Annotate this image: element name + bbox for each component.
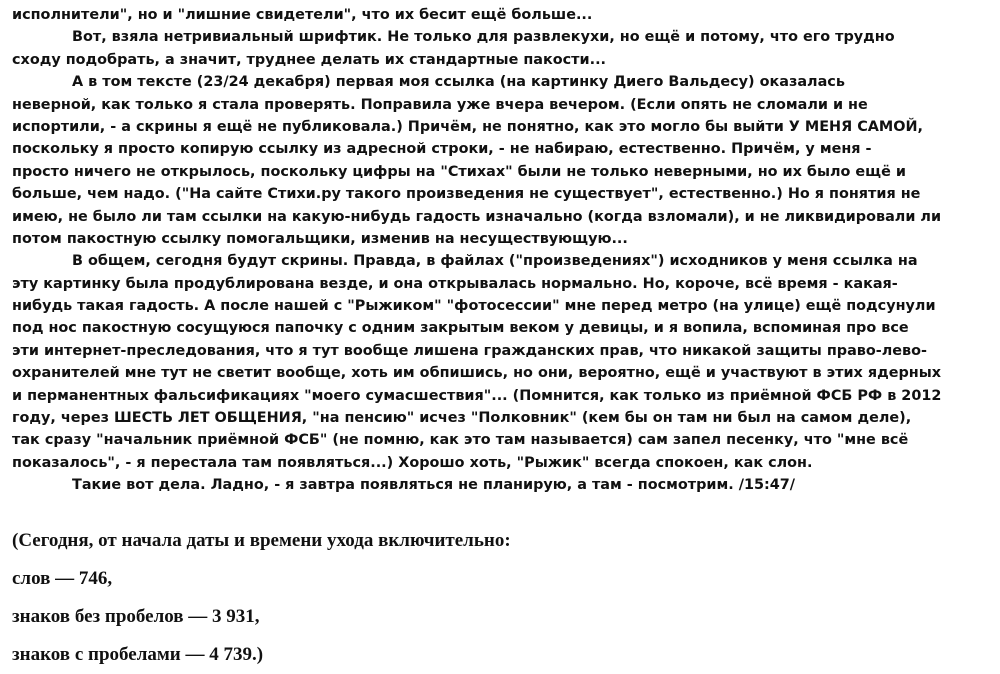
text-line: А в том тексте (23/24 декабря) первая моя ссылка (на картинку Диего Вальдесу) оказалась (72, 74, 845, 91)
stats-intro: (Сегодня, от начала даты и времени ухода включительно: (12, 530, 511, 551)
text-line: году, через ШЕСТЬ ЛЕТ ОБЩЕНИЯ, "на пенсию" исчез "Полковник" (кем бы он там ни был на самом деле), (12, 410, 912, 427)
text-line: Такие вот дела. Ладно, - я завтра появляться не планирую, а там - посмотрим. /15:47/ (72, 477, 796, 494)
text-line: и перманентных фальсификациях "моего сумасшествия"... (Помнится, как только из приёмной ФСБ РФ в 2012 (12, 387, 942, 404)
text-line: эту картинку была продублирована везде, и она открывалась нормально. Но, короче, всё время - какая- (12, 275, 898, 292)
text-line: больше, чем надо. ("На сайте Стихи.ру такого произведения не существует", естественно.) Но я понятия не (12, 186, 921, 203)
text-line: показалось", - я перестала там появляться...) Хорошо хоть, "Рыжик" всегда спокоен, как слон. (12, 454, 813, 471)
stats-words: слов — 746, (12, 568, 113, 589)
text-line: Вот, взяла нетривиальный шрифтик. Не только для развлекухи, но ещё и потому, что его трудно (72, 29, 895, 46)
text-line: В общем, сегодня будут скрины. Правда, в файлах ("произведениях") исходников у меня ссылка на (72, 253, 918, 270)
text-line: сходу подобрать, а значит, труднее делать их стандартные пакости... (12, 51, 607, 68)
stats-chars-no-spaces: знаков без пробелов — 3 931, (12, 606, 260, 627)
text-line: исполнители", но и "лишние свидетели", что их бесит ещё больше... (12, 7, 593, 23)
text-line: поскольку я просто копирую ссылку из адресной строки, - не набираю, естественно. Причём, у меня - (12, 141, 872, 158)
text-line: неверной, как только я стала проверять. Поправила уже вчера вечером. (Если опять не сломали и не (12, 96, 868, 113)
text-line: просто ничего не открылось, поскольку цифры на "Стихах" были не только неверными, но их было ещё и (12, 163, 906, 180)
text-line: испортили, - а скрины я ещё не публиковала.) Причём, не понятно, как это могло бы выйти У МЕНЯ САМОЙ, (12, 118, 923, 135)
stats-chars-with-spaces: знаков с пробелами — 4 739.) (12, 644, 264, 665)
word-count-block (12, 522, 511, 674)
text-line: так сразу "начальник приёмной ФСБ" (не помню, как это там называется) сам запел песенку, что "мне всё (12, 432, 909, 449)
text-line: под нос пакостную сосущуюся папочку с одним закрытым веком у девицы, и я вопила, вспоминая про все (12, 320, 909, 337)
text-line: охранителей мне тут не светит вообще, хоть им обпишись, но они, вероятно, ещё и участвуют в этих ядерных (12, 365, 942, 382)
text-line: имею, не было ли там ссылки на какую-нибудь гадость изначально (когда взломали), и не ликвидировали ли (12, 208, 942, 225)
text-line: нибудь такая гадость. А после нашей с "Рыжиком" "фотосессии" мне перед метро (на улице) ещё подсунули (12, 298, 936, 315)
handwritten-text-block (12, 4, 988, 497)
text-line: потом пакостную ссылку помогальщики, изменив на несуществующую... (12, 230, 628, 247)
text-line: эти интернет-преследования, что я тут вообще лишена гражданских прав, что никакой защиты право-лево- (12, 342, 928, 359)
